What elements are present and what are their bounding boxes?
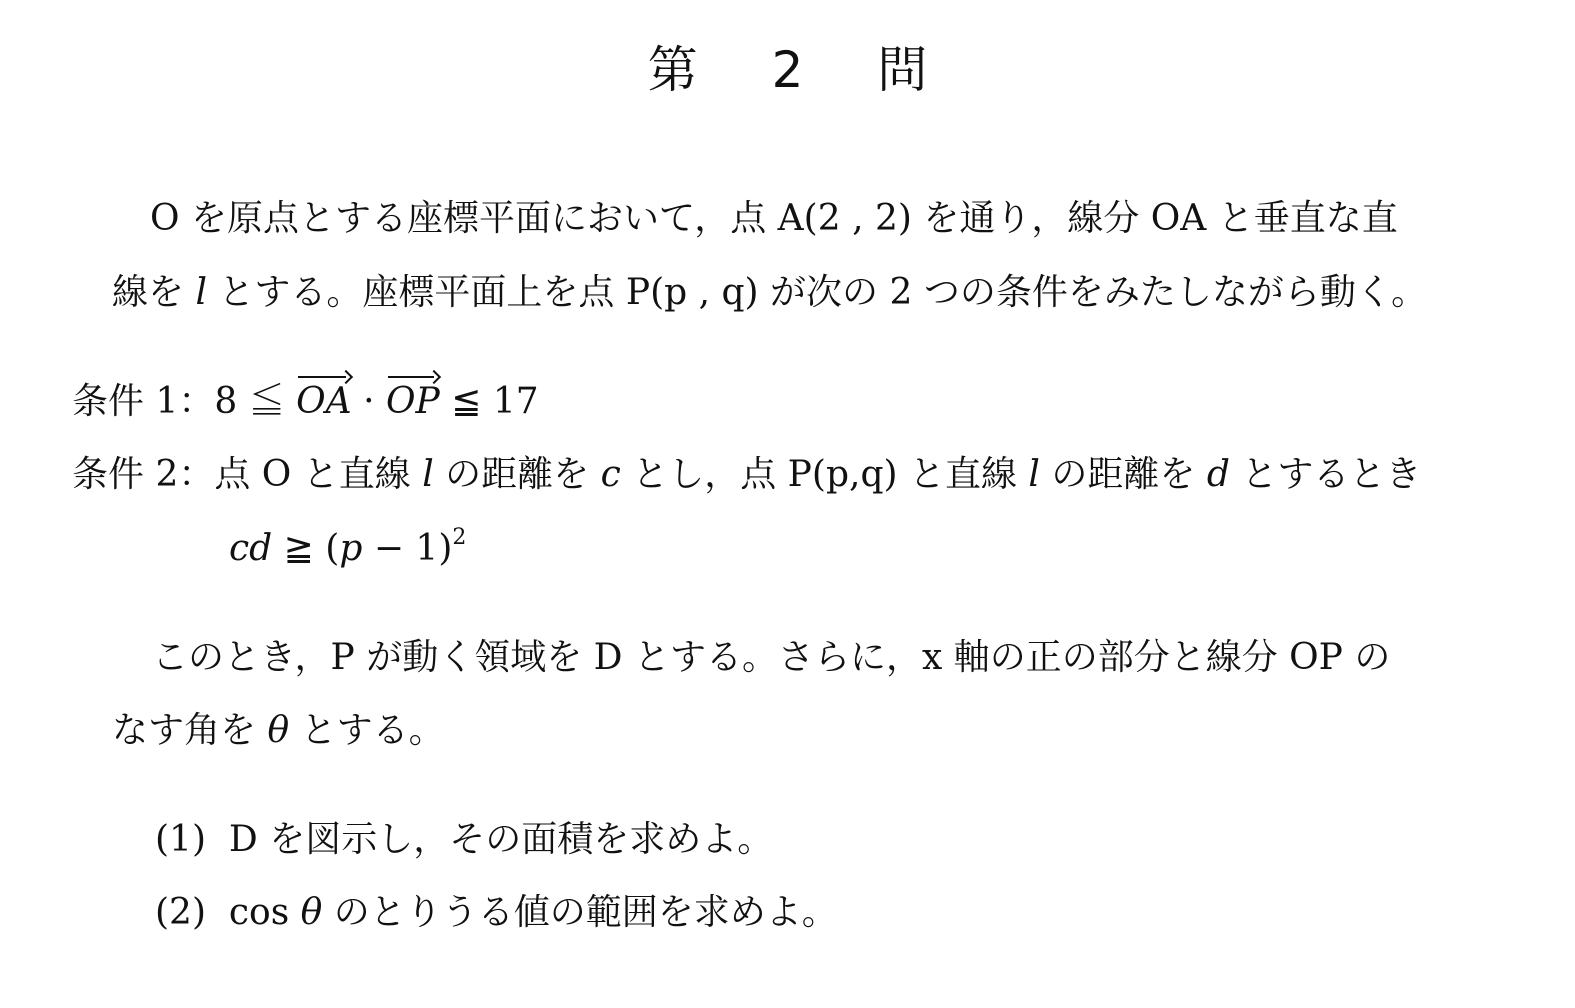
condition-1-label: 条件 1： [72,381,215,422]
question-1 [155,818,773,862]
intro-line-2: 線を l とする。座標平面上を点 P(p , q) が次の 2 つの条件をみたしながら動く。 [112,272,1428,313]
vector-oa: OA [296,380,352,424]
title-number: 2 [771,41,804,99]
title-dai: 第 [647,41,698,99]
problem-title [0,30,1575,102]
theta-symbol: θ [267,710,290,751]
condition-2-inequality: cd ≧ $(p - 1)^2$ [229,525,467,569]
question-2-text: のとりうる値の範囲を求めよ。 [322,892,838,933]
line-l-symbol: l [195,272,207,313]
para2-line-1: このとき，P が動く領域を D とする。さらに，x 軸の正の部分と線分 OP の [152,637,1391,678]
vector-arrow-icon [386,371,440,383]
condition-2: 条件 2：点 O と直線 l の距離を c とし，点 P(p,q) と直線 l の距離を d とするとき [72,454,1422,495]
question-1-text: D を図示し，その面積を求めよ。 [228,819,774,860]
question-2-number: (2) [155,892,206,933]
intro-line-1: O を原点とする座標平面において，点 A(2 , 2) を通り，線分 OA と垂直な直 [150,198,1398,239]
title-mon: 問 [877,41,928,99]
condition-2-label: 条件 2： [72,454,215,495]
vector-arrow-icon [296,371,352,383]
vector-op: OP [386,380,440,424]
question-1-number: (1) [155,819,206,860]
para2-line-2: なす角を θ とする。 [112,710,445,751]
question-2: (2) cos θ のとりうる値の範囲を求めよ。 [155,892,838,933]
condition-1: 条件 1：8 ≦ OA · OP ≦ 17 [72,380,539,424]
